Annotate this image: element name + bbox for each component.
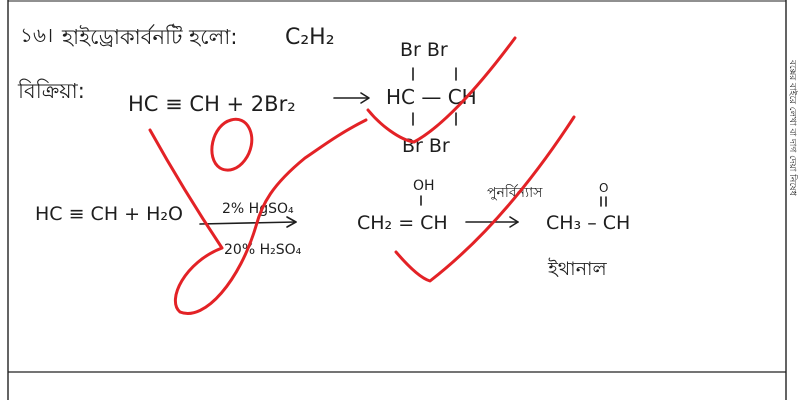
product-name: ইথানাল [548,258,607,280]
rearrangement-label: পুনর্বিন্যাস [487,185,543,201]
hydration-arrow [200,222,296,224]
question-number: ১৬। [20,23,54,47]
enol-group: OH [413,178,435,194]
enol-formula: CH₂ = CH [357,212,448,234]
bromination-top-substituents: Br Br [400,39,448,61]
bromination-reactants: HC ≡ CH + 2Br₂ [128,92,296,116]
aldehyde-group: O [599,181,609,195]
reaction-label: বিক্রিয়া: [18,79,85,103]
red-cross-loop-circle [212,119,252,170]
bromination-product: HC — CH [386,85,477,109]
catalyst-top: 2% HgSO₄ [222,201,294,217]
hydration-reactants: HC ≡ CH + H₂O [35,203,183,225]
bromination-bottom-substituents: Br Br [402,135,450,157]
catalyst-bottom: 20% H₂SO₄ [224,242,302,258]
aldehyde-formula: CH₃ – CH [546,212,631,234]
margin-note: বক্সের বাইরে লেখা বা দাগ দেয়া নিষেধ [787,60,797,196]
question-statement: হাইড্রোকার্বনটি হলো: [62,25,238,49]
compound-formula: C₂H₂ [285,25,335,50]
